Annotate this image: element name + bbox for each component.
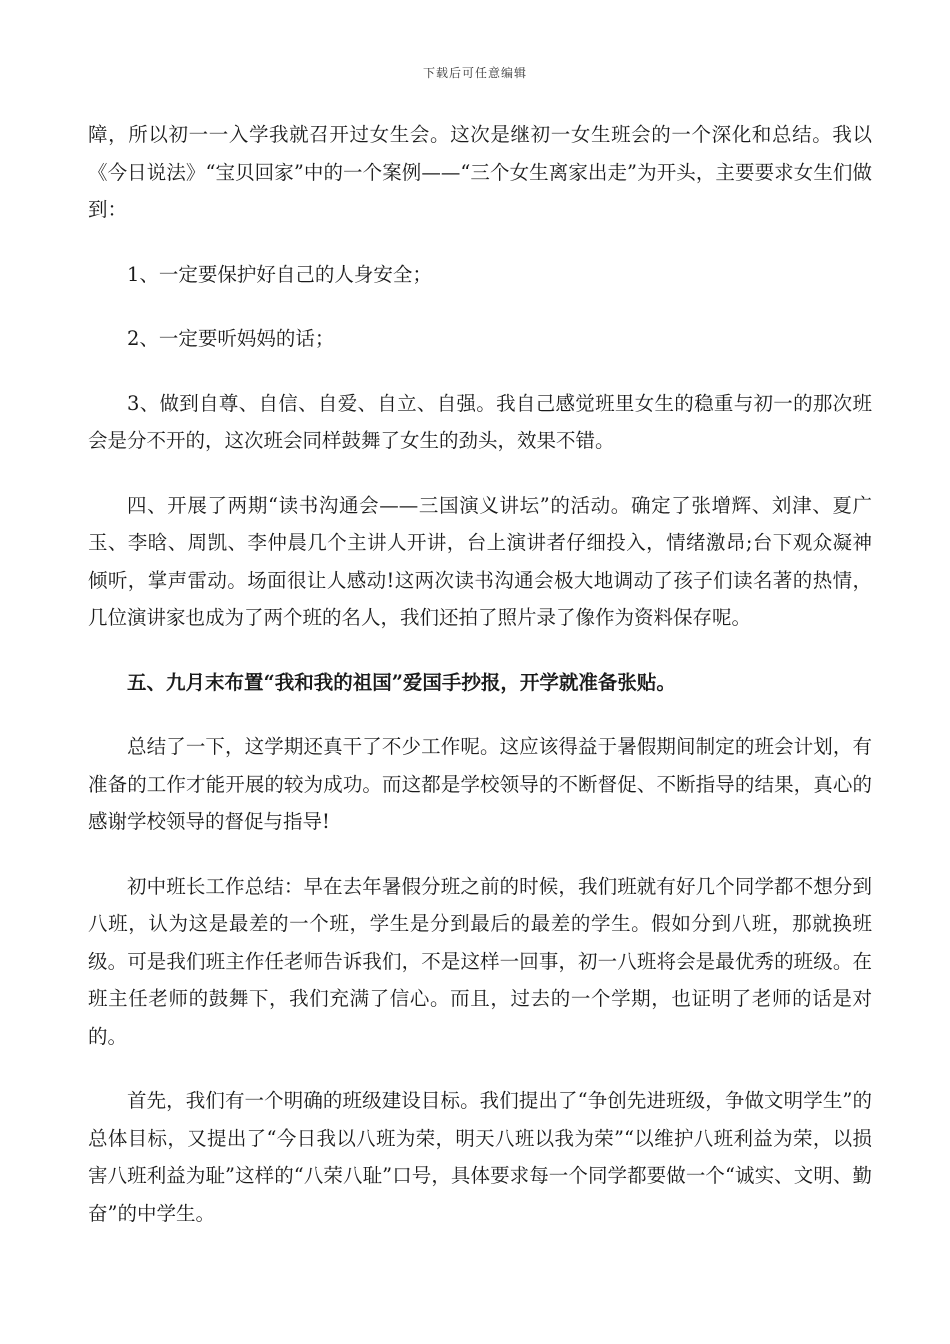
goal-paragraph: 首先，我们有一个明确的班级建设目标。我们提出了“争创先进班级，争做文明学生”的总体目标，又提出了“今日我以八班为荣，明天八班以我为荣”“以维护八班利益为荣，以损害八班利益为耻”这样的“八荣八耻”口号，具体要求每一个同学都要做一个“诚实、文明、勤奋”的中学生。 [88,1089,872,1225]
document-body [88,116,872,1259]
list-item-1: 1、一定要保护好自己的人身安全； [127,262,432,286]
page-header: 下载后可任意编辑 [422,66,527,80]
summary-paragraph: 总结了一下，这学期还真干了不少工作呢。这应该得益于暑假期间制定的班会计划，有准备的工作才能开展的较为成功。而这都是学校领导的不断督促、不断指导的结果，真心的感谢学校领导的督促与指导! [88,735,872,833]
list-item-3: 3、做到自尊、自信、自爱、自立、自强。我自己感觉班里女生的稳重与初一的那次班会是分不开的，这次班会同样鼓舞了女生的劲头，效果不错。 [88,391,872,452]
list-item-2: 2、一定要听妈妈的话； [127,327,335,350]
paragraph-continuation: 障，所以初一一入学我就召开过女生会。这次是继初一女生班会的一个深化和总结。我以《今日说法》“宝贝回家”中的一个案例——“三个女生离家出走”为开头，主要要求女生们做到： [88,123,872,221]
section-five-heading: 五、九月末布置“我和我的祖国”爱国手抄报，开学就准备张贴。 [127,670,676,694]
monitor-summary-paragraph: 初中班长工作总结：早在去年暑假分班之前的时候，我们班就有好几个同学都不想分到八班，认为这是最差的一个班，学生是分到最后的最差的学生。假如分到八班，那就换班级。可是我们班主作任老师告诉我们，不是这样一回事，初一八班将会是最优秀的班级。在班主任老师的鼓舞下，我们充满了信心。而且，过去的一个学期，也证明了老师的话是对的。 [88,874,872,1048]
section-four-paragraph: 四、开展了两期“读书沟通会——三国演义讲坛”的活动。确定了张增辉、刘津、夏广玉、李晗、周凯、李仲晨几个主讲人开讲，台上演讲者仔细投入，情绪激昂;台下观众凝神倾听，掌声雷动。场面很让人感动!这两次读书沟通会极大地调动了孩子们读名著的热情，几位演讲家也成为了两个班的名人，我们还拍了照片录了像作为资料保存呢。 [88,493,872,629]
